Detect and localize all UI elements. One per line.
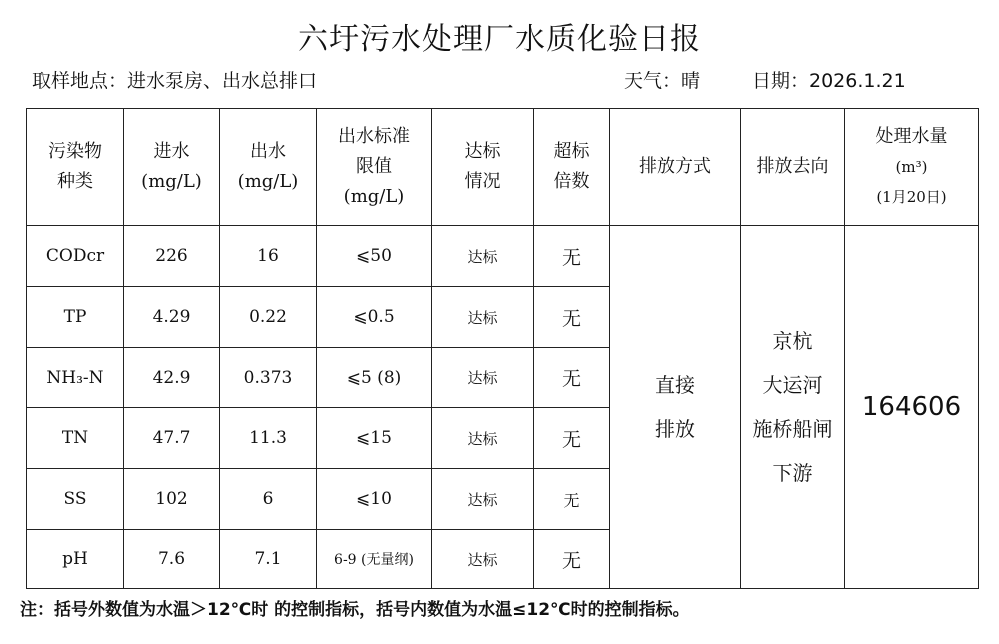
header-text: (m³): [895, 158, 928, 176]
discharge-dest-text: 大运河: [762, 373, 823, 397]
header-text: 进水: [153, 141, 190, 162]
header-text: 情况: [464, 171, 501, 192]
inlet-cell: 47.7: [124, 408, 220, 469]
header-inlet: [124, 109, 220, 226]
pollutant-cell: SS: [27, 469, 124, 530]
discharge-dest-text: 下游: [772, 461, 813, 485]
header-text: (1月20日): [876, 188, 947, 206]
status-cell: 达标: [432, 287, 534, 348]
water-quality-table: [26, 108, 979, 589]
outlet-cell: 0.373: [220, 348, 317, 408]
discharge-method-cell: [610, 226, 741, 589]
limit-cell: ⩽50: [317, 226, 432, 287]
discharge-dest-text: 施桥船闸: [752, 417, 833, 441]
pollutant-cell: CODcr: [27, 226, 124, 287]
header-discharge-dest: 排放去向: [741, 109, 845, 226]
header-text: (mg/L): [141, 171, 202, 192]
header-text: 处理水量: [875, 126, 948, 147]
weather: 天气：晴: [624, 70, 701, 92]
exceed-cell: 无: [534, 226, 610, 287]
header-limit: [317, 109, 432, 226]
status-cell: 达标: [432, 408, 534, 469]
footnote: 注：括号外数值为水温＞12℃时 的控制指标，括号内数值为水温≤12℃时的控制指标。: [20, 600, 690, 620]
limit-cell: ⩽0.5: [317, 287, 432, 348]
inlet-cell: 226: [124, 226, 220, 287]
header-exceed: [534, 109, 610, 226]
header-text: 污染物: [48, 141, 102, 162]
header-text: 达标: [464, 141, 501, 162]
exceed-cell: 无: [534, 287, 610, 348]
status-cell: 达标: [432, 226, 534, 287]
header-text: 出水标准: [338, 126, 410, 147]
discharge-method-text: 排放: [655, 417, 695, 441]
table-row: [27, 226, 979, 287]
header-text: 出水: [250, 141, 286, 162]
header-pollutant: [27, 109, 124, 226]
discharge-method-text: 直接: [655, 373, 695, 397]
discharge-dest-cell: [741, 226, 845, 589]
header-text: 限值: [356, 156, 392, 177]
outlet-cell: 7.1: [220, 530, 317, 589]
exceed-cell: 无: [534, 530, 610, 589]
limit-cell: 6-9 (无量纲): [317, 530, 432, 589]
pollutant-cell: TP: [27, 287, 124, 348]
outlet-cell: 11.3: [220, 408, 317, 469]
pollutant-cell: NH₃-N: [27, 348, 124, 408]
exceed-cell: 无: [534, 348, 610, 408]
inlet-cell: 4.29: [124, 287, 220, 348]
treated-volume-cell: 164606: [845, 226, 979, 589]
header-volume: [845, 109, 979, 226]
header-text: (mg/L): [237, 171, 299, 192]
status-cell: 达标: [432, 530, 534, 589]
header-text: 种类: [57, 171, 93, 192]
outlet-cell: 16: [220, 226, 317, 287]
discharge-dest-text: 京杭: [772, 329, 813, 353]
header-text: 倍数: [553, 171, 590, 192]
header-row: [27, 109, 979, 226]
limit-cell: ⩽10: [317, 469, 432, 530]
inlet-cell: 7.6: [124, 530, 220, 589]
status-cell: 达标: [432, 348, 534, 408]
limit-cell: ⩽5 (8): [317, 348, 432, 408]
header-status: [432, 109, 534, 226]
pollutant-cell: TN: [27, 408, 124, 469]
header-outlet: [220, 109, 317, 226]
header-text: 超标: [553, 141, 590, 162]
inlet-cell: 102: [124, 469, 220, 530]
report-date: 日期：2026.1.21: [752, 70, 906, 92]
outlet-cell: 6: [220, 469, 317, 530]
exceed-cell: 无: [534, 469, 610, 530]
limit-cell: ⩽15: [317, 408, 432, 469]
status-cell: 达标: [432, 469, 534, 530]
report-title: 六圩污水处理厂水质化验日报: [298, 22, 701, 57]
inlet-cell: 42.9: [124, 348, 220, 408]
header-text: (mg/L): [343, 186, 405, 207]
outlet-cell: 0.22: [220, 287, 317, 348]
sampling-location: 取样地点：进水泵房、出水总排口: [32, 70, 318, 92]
header-discharge-method: 排放方式: [610, 109, 741, 226]
pollutant-cell: pH: [27, 530, 124, 589]
exceed-cell: 无: [534, 408, 610, 469]
